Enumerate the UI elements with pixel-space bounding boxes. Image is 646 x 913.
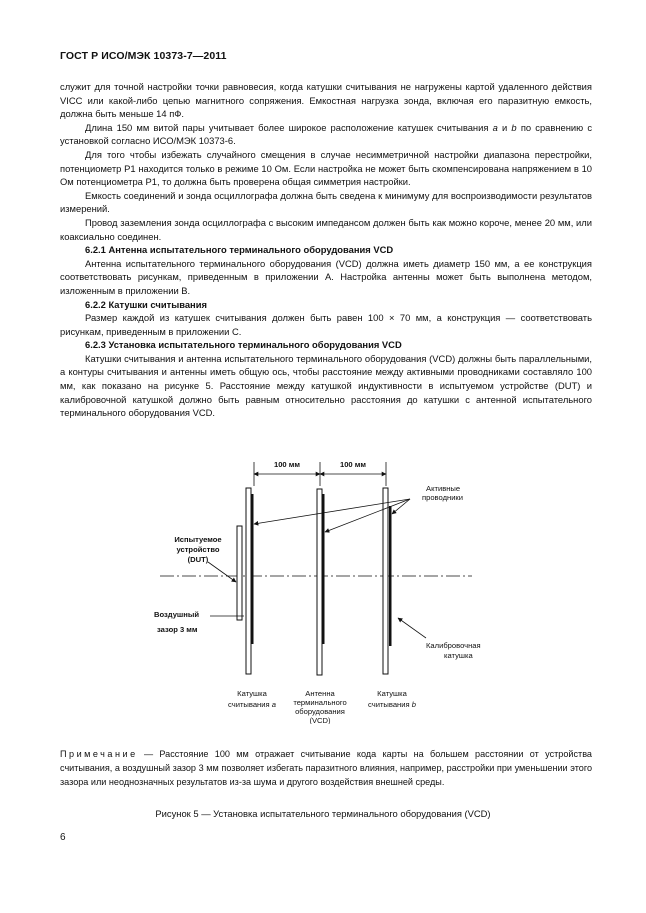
coil-a-label-letter: а: [271, 700, 276, 709]
calibration-coil-label-2: катушка: [444, 651, 473, 660]
paragraph: Провод заземления зонда осциллографа с высоким импедансом должен быть как можно короче, менее 20 мм, или коаксиально соединен.: [60, 216, 592, 242]
paragraph: служит для точной настройки точки равновесия, когда катушки считывания не нагружены картой удаленного действия VICC или какой-либо цепью магнитного сопряжения. Емкостная нагрузка зонда, включая его паразитную емкость, должна быть меньше 14 пФ.: [60, 81, 592, 120]
antenna-plate: [317, 489, 322, 675]
paragraph: Емкость соединений и зонда осциллографа должна быть сведена к минимуму для воспроизводимости результатов измерений.: [60, 189, 592, 215]
section-heading-6-2-3: 6.2.3 Установка испытательного терминального оборудования VCD: [85, 339, 402, 351]
antenna-label-3: оборудования: [295, 707, 345, 716]
document-header: ГОСТ Р ИСО/МЭК 10373-7—2011: [60, 50, 227, 62]
paragraph-text: Длина 150 мм витой пары учитывает более широкое расположение катушек считывания: [85, 121, 489, 133]
paragraph: [60, 121, 592, 148]
coil-b-plate: [383, 488, 388, 674]
coil-a-label-2: [228, 700, 276, 709]
active-conductors-label: Активные: [426, 484, 461, 493]
dimension-label-right: 100 мм: [339, 460, 367, 469]
section-heading-6-2-2: 6.2.2 Катушки считывания: [85, 298, 207, 310]
page-number: 6: [60, 832, 66, 843]
calibration-coil: [389, 506, 392, 646]
paragraph: Размер каждой из катушек считывания должен быть равен 100 × 70 мм, а конструкция — соответствовать рисункам, приведенным в приложении С.: [60, 312, 592, 337]
body-text: [60, 80, 592, 420]
coil-b-label: Катушка: [377, 689, 407, 698]
section-heading-6-2-1: 6.2.1 Антенна испытательного терминального оборудования VCD: [85, 244, 394, 256]
note-label: Примечание: [60, 749, 138, 759]
antenna-conductor: [322, 494, 325, 644]
note-text: Расстояние 100 мм отражает считывание кода карты на большем расстоянии от устройства считывания, а воздушный зазор 3 мм позволяет избегать паразитного влияния, например, расстройки при уменьшении этого зазора или неоднозначных результатов из-за шума и другого воздействия внешней среды.: [60, 749, 592, 787]
dut-label: Испытуемое: [174, 535, 222, 544]
coil-a-conductor: [251, 494, 254, 644]
coil-b-label-letter: b: [411, 700, 416, 709]
air-gap-label: Воздушный: [154, 610, 200, 619]
note-dash: —: [137, 749, 160, 759]
antenna-label: Антенна: [305, 689, 335, 698]
antenna-label-4: (VCD): [309, 716, 331, 724]
paragraph-text: по сравнению с установкой согласно ИСО/МЭК 10373-6.: [60, 121, 593, 147]
coil-b-letter: b: [511, 121, 517, 133]
coil-b-label-2: [368, 700, 416, 709]
coil-a-plate: [246, 488, 251, 674]
vcd-setup-diagram: [140, 452, 500, 724]
dut-plate: [237, 526, 242, 620]
air-gap-label-2: зазор 3 мм: [157, 625, 198, 634]
paragraph: Катушки считывания и антенна испытательного терминального оборудования (VCD) должны быть параллельными, а контуры считывания и антенны иметь общую ось, чтобы расстояние между активными проводниками составляло 100 мм, как показано на рисунке 5. Расстояние между катушкой индуктивности в испытуемом устройстве (DUT) и калибровочной катушкой должно быть равным относительно расстояния до катушки с антенной испытательного терминального оборудования VCD.: [60, 352, 592, 419]
dut-label-3: (DUT): [187, 555, 209, 564]
active-conductors-label-2: проводники: [422, 493, 463, 502]
calibration-coil-label: Калибровочная: [426, 641, 481, 650]
paragraph: Для того чтобы избежать случайного смещения в случае несимметричной настройки диапазона перестройки, потенциометр Р1 находится только в режиме 10 Ом. Если настройка не может быть скомпенсирована напряжением в 10 Ом потенциометра Р1, то должна быть проверена общая симметрия настройки.: [60, 148, 592, 188]
dimension-label-left: 100 мм: [273, 460, 301, 469]
figure-note: [60, 747, 592, 789]
coil-a-label-text: считывания: [228, 700, 270, 709]
figure-caption: Рисунок 5 — Установка испытательного терминального оборудования (VCD): [155, 808, 491, 819]
dut-label-2: устройство: [176, 545, 220, 554]
conjunction: и: [502, 121, 508, 133]
coil-b-label-text: считывания: [368, 700, 410, 709]
antenna-label-2: терминального: [293, 698, 347, 707]
coil-a-label: Катушка: [237, 689, 267, 698]
paragraph: Антенна испытательного терминального оборудования (VCD) должна иметь диаметр 150 мм, а ее конструкция соответствовать рисункам, приведенным в приложении А. Настройка антенны может быть выполнена методом, изложенным в приложении В.: [60, 257, 592, 296]
coil-a-letter: a: [492, 121, 498, 133]
